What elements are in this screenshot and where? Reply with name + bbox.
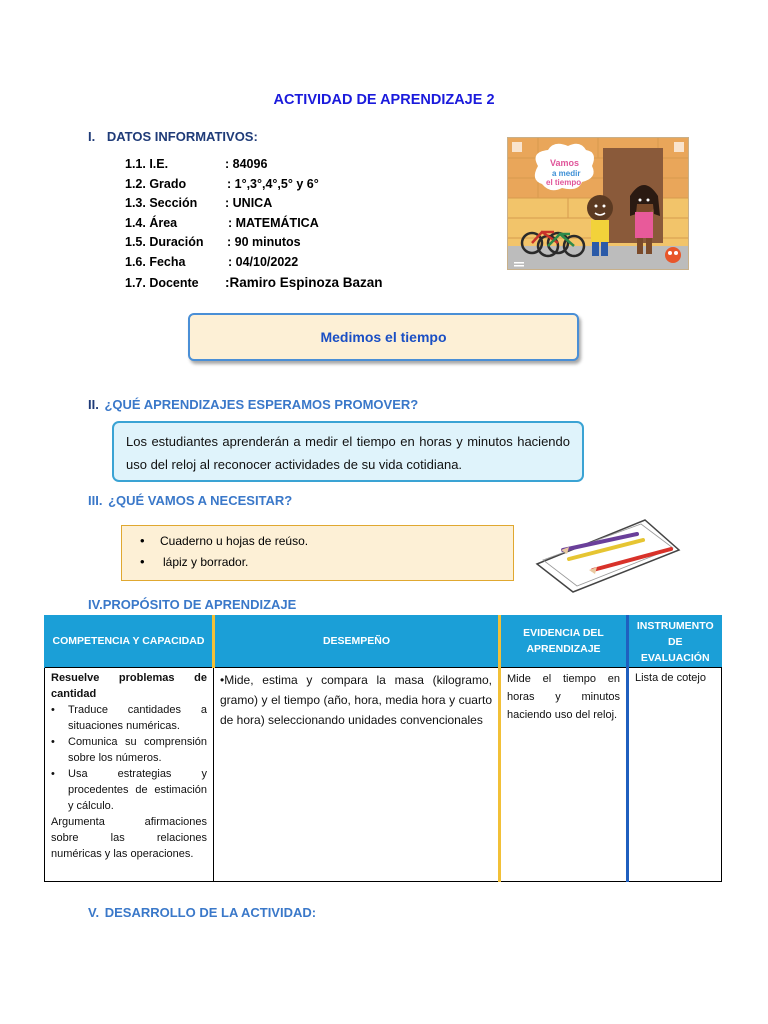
section-4-heading xyxy=(88,597,296,612)
capacidad-item: • Usa estrategias y procedentes de estimación y cálculo. xyxy=(51,766,207,814)
section-5-title: DESARROLLO DE LA ACTIVIDAD: xyxy=(104,905,317,920)
info-label: 1.5. Duración xyxy=(125,235,204,249)
cell-competencia xyxy=(45,667,214,881)
cell-instrumento: Lista de cotejo xyxy=(628,667,722,881)
info-value: : MATEMÁTICA xyxy=(228,215,319,230)
materials-box xyxy=(121,525,514,581)
illustration-caption-2: a medir xyxy=(552,169,581,178)
illustration-caption-1: Vamos xyxy=(550,158,580,168)
section-5-heading xyxy=(88,905,316,920)
header-competencia: COMPETENCIA Y CAPACIDAD xyxy=(45,615,214,667)
section-5-number: V. xyxy=(88,905,100,920)
info-label: 1.7. Docente xyxy=(125,276,199,290)
info-label: 1.3. Sección xyxy=(125,196,198,210)
header-desempeno: DESEMPEÑO xyxy=(214,615,500,667)
argumenta-line: sobre las relaciones xyxy=(51,831,207,844)
info-label: 1.4. Área xyxy=(125,215,178,230)
section-2-title: ¿QUÉ APRENDIZAJES ESPERAMOS PROMOVER? xyxy=(104,397,419,412)
document-title: ACTIVIDAD DE APRENDIZAJE 2 xyxy=(273,92,495,108)
materials-item-text: lápiz y borrador. xyxy=(163,555,249,569)
illustration-caption-3: el tiempo xyxy=(546,178,582,187)
argumenta-line: Argumenta afirmaciones xyxy=(51,815,207,828)
info-value: : 90 minutos xyxy=(227,235,301,249)
section-4-title: PROPÓSITO DE APRENDIZAJE xyxy=(102,597,297,612)
section-2-number: II. xyxy=(88,397,99,412)
paper-pencils-illustration xyxy=(533,512,681,596)
materials-item xyxy=(140,553,513,574)
header-instrumento: INSTRUMENTO DE EVALUACIÓN xyxy=(628,615,722,667)
materials-item xyxy=(140,532,513,553)
learning-goal-box: Los estudiantes aprenderán a medir el tiempo en horas y minutos haciendo uso del reloj al reconocer actividades de su vida cotidiana. xyxy=(112,421,584,482)
competencia-title-cont: cantidad xyxy=(51,687,97,700)
activity-title-box xyxy=(188,313,579,361)
info-value: :Ramiro Espinoza Bazan xyxy=(225,275,383,290)
info-value: : 04/10/2022 xyxy=(228,254,299,269)
section-1-heading xyxy=(88,129,258,144)
capacidad-item: • Comunica su comprensión sobre los números. xyxy=(51,734,207,766)
children-bicycle-illustration xyxy=(508,138,689,270)
section-3-heading xyxy=(88,493,292,508)
argumenta-line: numéricas y las operaciones. xyxy=(51,847,194,860)
section-2-heading xyxy=(88,397,418,412)
section-3-number: III. xyxy=(88,493,103,508)
table-header-row xyxy=(45,615,722,667)
info-value: : 84096 xyxy=(225,157,268,171)
section-1-title: DATOS INFORMATIVOS: xyxy=(106,129,258,144)
materials-item-text: Cuaderno u hojas de reúso. xyxy=(160,534,309,548)
info-label: 1.1. I.E. xyxy=(125,157,169,171)
info-value: : UNICA xyxy=(225,196,273,210)
learning-purpose-table xyxy=(44,615,722,882)
info-label: 1.6. Fecha xyxy=(125,254,186,269)
info-value: : 1°,3°,4°,5° y 6° xyxy=(227,176,319,191)
capacidad-item: • Traduce cantidades a situaciones numéricas. xyxy=(51,702,207,734)
table-row xyxy=(45,667,722,881)
cell-evidencia: Mide el tiempo en horas y minutos haciendo uso del reloj. xyxy=(500,667,628,881)
header-evidencia: EVIDENCIA DEL APRENDIZAJE xyxy=(500,615,628,667)
cell-desempeno: •Mide, estima y compara la masa (kilogramo, gramo) y el tiempo (año, hora, media hora y cuarto de hora) seleccionando unidades convencionales xyxy=(214,667,500,881)
capacidades-list xyxy=(51,702,207,814)
section-1-number: I. xyxy=(88,129,96,144)
info-label: 1.2. Grado xyxy=(125,176,187,191)
section-3-title: ¿QUÉ VAMOS A NECESITAR? xyxy=(108,493,293,508)
activity-title: Medimos el tiempo xyxy=(320,329,447,345)
competencia-title: Resuelve problemas de xyxy=(51,671,207,684)
section-4-number: IV. xyxy=(88,597,103,612)
cover-illustration xyxy=(507,137,689,270)
